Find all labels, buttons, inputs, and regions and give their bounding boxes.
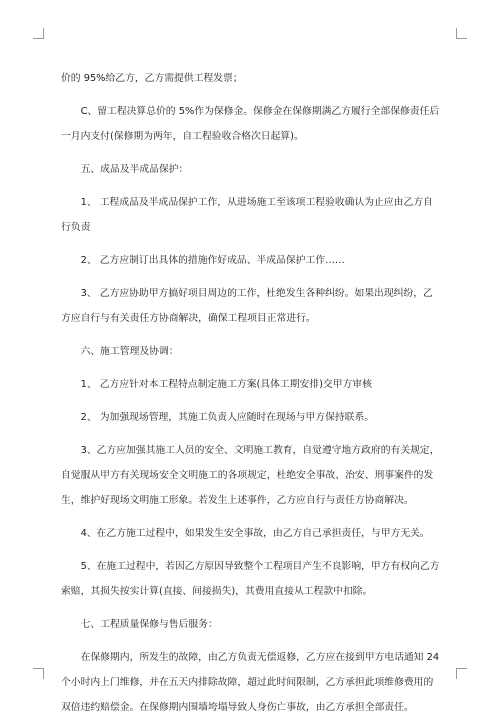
crop-mark-bottom-left	[33, 668, 44, 679]
paragraph-payment-continued: 价的 95%给乙方，乙方需提供工程发票；	[61, 73, 243, 84]
section-heading-quality-warranty: 七、工程质量保修与售后服务：	[80, 619, 218, 630]
paragraph-management-item-1: 1、 乙方应针对本工程特点制定施工方案(具体工期安排)交甲方审核	[80, 379, 372, 390]
paragraph-protection-item-2: 2、 乙方应制订出具体的措施作好成品、半成品保护工作……	[80, 255, 345, 266]
document-body	[61, 66, 441, 728]
crop-mark-top-left	[33, 28, 44, 39]
paragraph-protection-item-3: 3、 乙方应协助甲方搞好项目周边的工作，杜绝发生各种纠纷。如果出现纠纷，乙方应自行与有关责任方协商解决，确保工程项目正常进行。	[61, 288, 433, 324]
paragraph-warranty-deposit: C、留工程决算总价的 5%作为保修金。保修金在保修期满乙方履行全部保修责任后一月内支付(保修期为两年，自工程验收合格次日起算)。	[61, 106, 440, 142]
paragraph-management-item-5: 5、在施工过程中，若因乙方原因导致整个工程项目产生不良影响，甲方有权向乙方索赔，其损失按实计算(直接、间接损失)，其费用直接从工程款中扣除。	[61, 561, 440, 597]
paragraph-protection-item-1: 1、 工程成品及半成品保护工作，从进场施工至该项工程验收确认为止应由乙方自行负责	[61, 197, 433, 233]
crop-mark-top-right	[456, 28, 467, 39]
paragraph-warranty-service: 在保修期内，所发生的故障，由乙方负责无偿返修，乙方应在接到甲方电话通知 24 个小时内上门维修，并在五天内排除故障，超过此时间限制，乙方承担此项维修费用的双倍违约赔偿金。在保修期内围墙垮塌导致人身伤亡事故，由乙方承担全部责任。	[61, 652, 440, 713]
section-heading-construction-management: 六、施工管理及协调：	[80, 346, 179, 357]
paragraph-management-item-2: 2、 为加强现场管理，其施工负责人应随时在现场与甲方保持联系。	[80, 412, 375, 423]
paragraph-management-item-3: 3、乙方应加强其施工人员的安全、文明施工教育，自觉遵守地方政府的有关规定，自觉服从甲方有关现场安全文明施工的各项规定，杜绝安全事故、治安、刑事案件的发生，维护好现场文明施工形象。若发生上述事件，乙方应自行与责任方协商解决。	[61, 445, 440, 506]
section-heading-product-protection: 五、成品及半成品保护：	[80, 164, 189, 175]
crop-mark-bottom-right	[456, 668, 467, 679]
paragraph-management-item-4: 4、在乙方施工过程中，如果发生安全事故，由乙方自己承担责任，与甲方无关。	[80, 528, 430, 539]
